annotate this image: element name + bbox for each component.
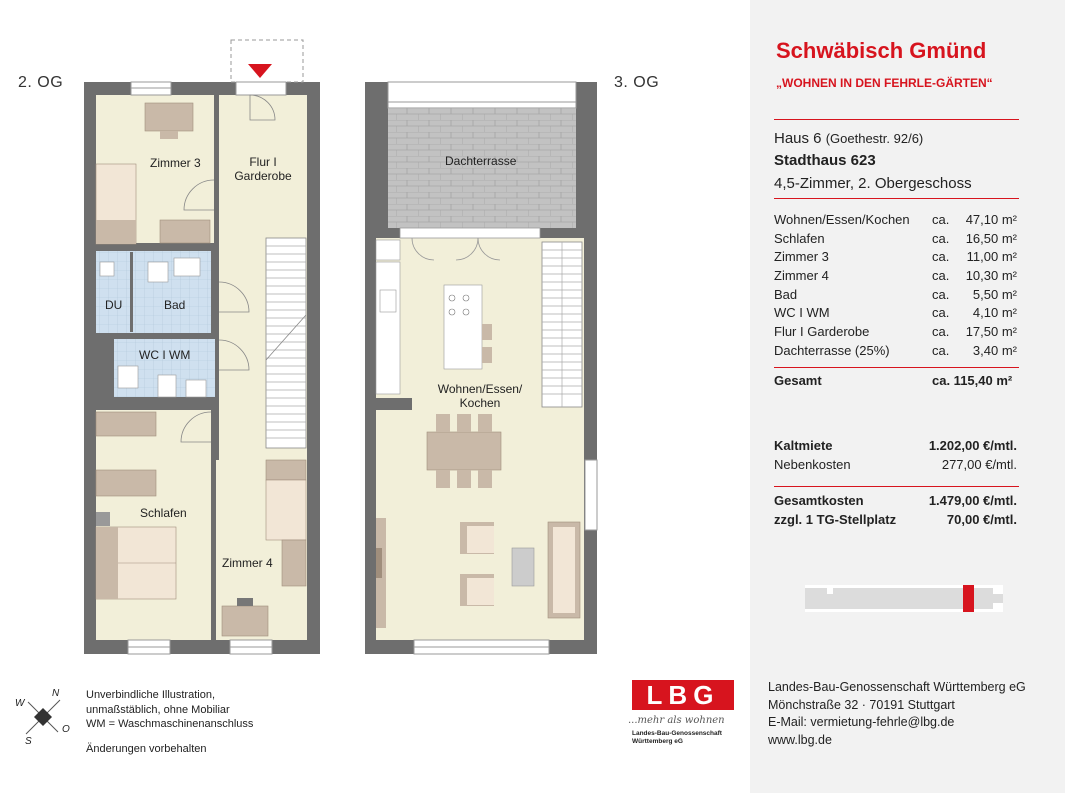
area-ca: ca. <box>932 230 950 246</box>
area-ca: ca. <box>932 249 950 265</box>
room-label-schlafen: Schlafen <box>140 506 187 520</box>
area-value: 11,00 m² <box>966 249 1017 265</box>
contact-footer <box>768 679 1026 749</box>
total-value: ca. 115,40 m² <box>932 373 1013 388</box>
zimmer-label: 4,5-Zimmer, 2. Obergeschoss <box>774 175 972 192</box>
area-ca: ca. <box>932 324 950 340</box>
haus-number: Haus 6 <box>774 130 822 147</box>
area-value: 4,10 m² <box>972 305 1017 321</box>
cost-value: 277,00 €/mtl. <box>941 457 1017 472</box>
cost-row <box>774 512 1020 531</box>
room-label-wc: WC I WM <box>139 348 191 362</box>
area-value: 16,50 m² <box>965 230 1017 246</box>
footer-address: Mönchstraße 32 · 70191 Stuttgart <box>768 697 955 712</box>
room-label-zimmer4: Zimmer 4 <box>222 556 273 570</box>
area-ca: ca. <box>932 286 950 302</box>
cost-label: Gesamtkosten <box>774 493 864 508</box>
room-label-flur-line2: Garderobe <box>234 169 292 183</box>
area-row <box>774 324 1020 343</box>
area-row <box>774 212 1020 231</box>
floor-label-2og: 2. OG <box>18 74 64 91</box>
room-label-zimmer3: Zimmer 3 <box>150 156 201 170</box>
divider-top <box>774 119 1019 120</box>
note-line1: Unverbindliche Illustration, <box>86 689 216 701</box>
compass-n-label: N <box>52 688 60 699</box>
key-plan-highlight <box>963 585 974 612</box>
area-value: 3,40 m² <box>972 342 1017 358</box>
lbg-org-line1: Landes-Bau-Genossenschaft <box>632 730 722 737</box>
area-ca: ca. <box>932 268 950 284</box>
room-label-wohnen-line2: Kochen <box>459 396 501 410</box>
area-ca: ca. <box>932 305 950 321</box>
stadthaus-label: Stadthaus 623 <box>774 152 876 169</box>
room-label-wohnen-line1: Wohnen/Essen/ <box>437 382 523 396</box>
footer-email[interactable]: E-Mail: vermietung-fehrle@lbg.de <box>768 715 955 729</box>
floor-2og <box>84 40 320 654</box>
cost-row <box>774 457 1020 476</box>
haus-label <box>774 130 923 147</box>
area-value: 47,10 m² <box>965 212 1017 227</box>
cost-label: Nebenkosten <box>774 457 851 472</box>
lbg-tagline: ...mehr als wohnen <box>628 715 725 726</box>
lbg-org <box>632 730 722 746</box>
room-label-du: DU <box>105 298 123 312</box>
compass-w-label: W <box>15 698 25 709</box>
room-label-wohnen <box>430 382 530 410</box>
floor-label-3og: 3. OG <box>614 74 660 91</box>
cost-label: zzgl. 1 TG-Stellplatz <box>774 512 897 527</box>
area-row <box>774 231 1020 250</box>
area-value: 17,50 m² <box>965 324 1017 340</box>
divider-costs <box>774 486 1019 487</box>
page-title: Schwäbisch Gmünd <box>776 38 987 63</box>
area-name: Zimmer 3 <box>774 249 829 265</box>
lbg-logo <box>628 680 738 750</box>
cost-row <box>774 438 1020 457</box>
area-value: 10,30 m² <box>965 268 1017 284</box>
area-total <box>774 373 1020 391</box>
cost-label: Kaltmiete <box>774 438 833 453</box>
page-subtitle: „WOHNEN IN DEN FEHRLE-GÄRTEN“ <box>776 76 993 90</box>
area-row <box>774 305 1020 324</box>
area-name: Zimmer 4 <box>774 268 829 284</box>
area-row <box>774 287 1020 306</box>
lbg-org-line2: Württemberg eG <box>632 738 683 745</box>
cost-value: 1.479,00 €/mtl. <box>928 493 1017 508</box>
cost-row <box>774 493 1020 512</box>
divider-mid <box>774 198 1019 199</box>
total-costs <box>774 493 1020 531</box>
room-label-dachterrasse: Dachterrasse <box>445 154 517 168</box>
haus-address: (Goethestr. 92/6) <box>825 131 924 146</box>
room-label-bad: Bad <box>164 298 186 312</box>
area-name: Dachterrasse (25%) <box>774 342 890 358</box>
area-ca: ca. <box>932 212 950 227</box>
area-ca: ca. <box>932 342 950 358</box>
area-row <box>774 249 1020 268</box>
room-label-flur <box>233 155 293 183</box>
area-row <box>774 268 1020 287</box>
divider-total <box>774 367 1019 368</box>
footer-website[interactable]: www.lbg.de <box>768 732 832 747</box>
note-line4: Änderungen vorbehalten <box>86 742 207 755</box>
area-list <box>774 212 1020 362</box>
area-name: Schlafen <box>774 230 825 246</box>
note-line2: unmaßstäblich, ohne Mobiliar <box>86 703 230 716</box>
area-value: 5,50 m² <box>972 286 1017 302</box>
area-name: Flur I Garderobe <box>774 324 870 340</box>
compass-o-label: O <box>62 724 70 735</box>
area-name: Wohnen/Essen/Kochen <box>774 212 910 227</box>
building-key-plan <box>805 585 1003 612</box>
rent-costs <box>774 438 1020 476</box>
compass-s-label: S <box>25 736 32 747</box>
area-row <box>774 343 1020 362</box>
note-line3: WM = Waschmaschinenanschluss <box>86 718 254 730</box>
room-label-flur-line1: Flur I <box>249 155 277 169</box>
footer-org: Landes-Bau-Genossenschaft Württemberg eG <box>768 680 1026 694</box>
lbg-logo-mark: LBG <box>632 680 734 710</box>
cost-value: 1.202,00 €/mtl. <box>928 438 1017 453</box>
area-name: WC I WM <box>774 305 830 321</box>
compass-icon <box>12 686 74 748</box>
total-label: Gesamt <box>774 373 822 388</box>
area-name: Bad <box>774 286 798 302</box>
disclaimer-notes <box>86 688 253 756</box>
cost-value: 70,00 €/mtl. <box>946 512 1017 527</box>
